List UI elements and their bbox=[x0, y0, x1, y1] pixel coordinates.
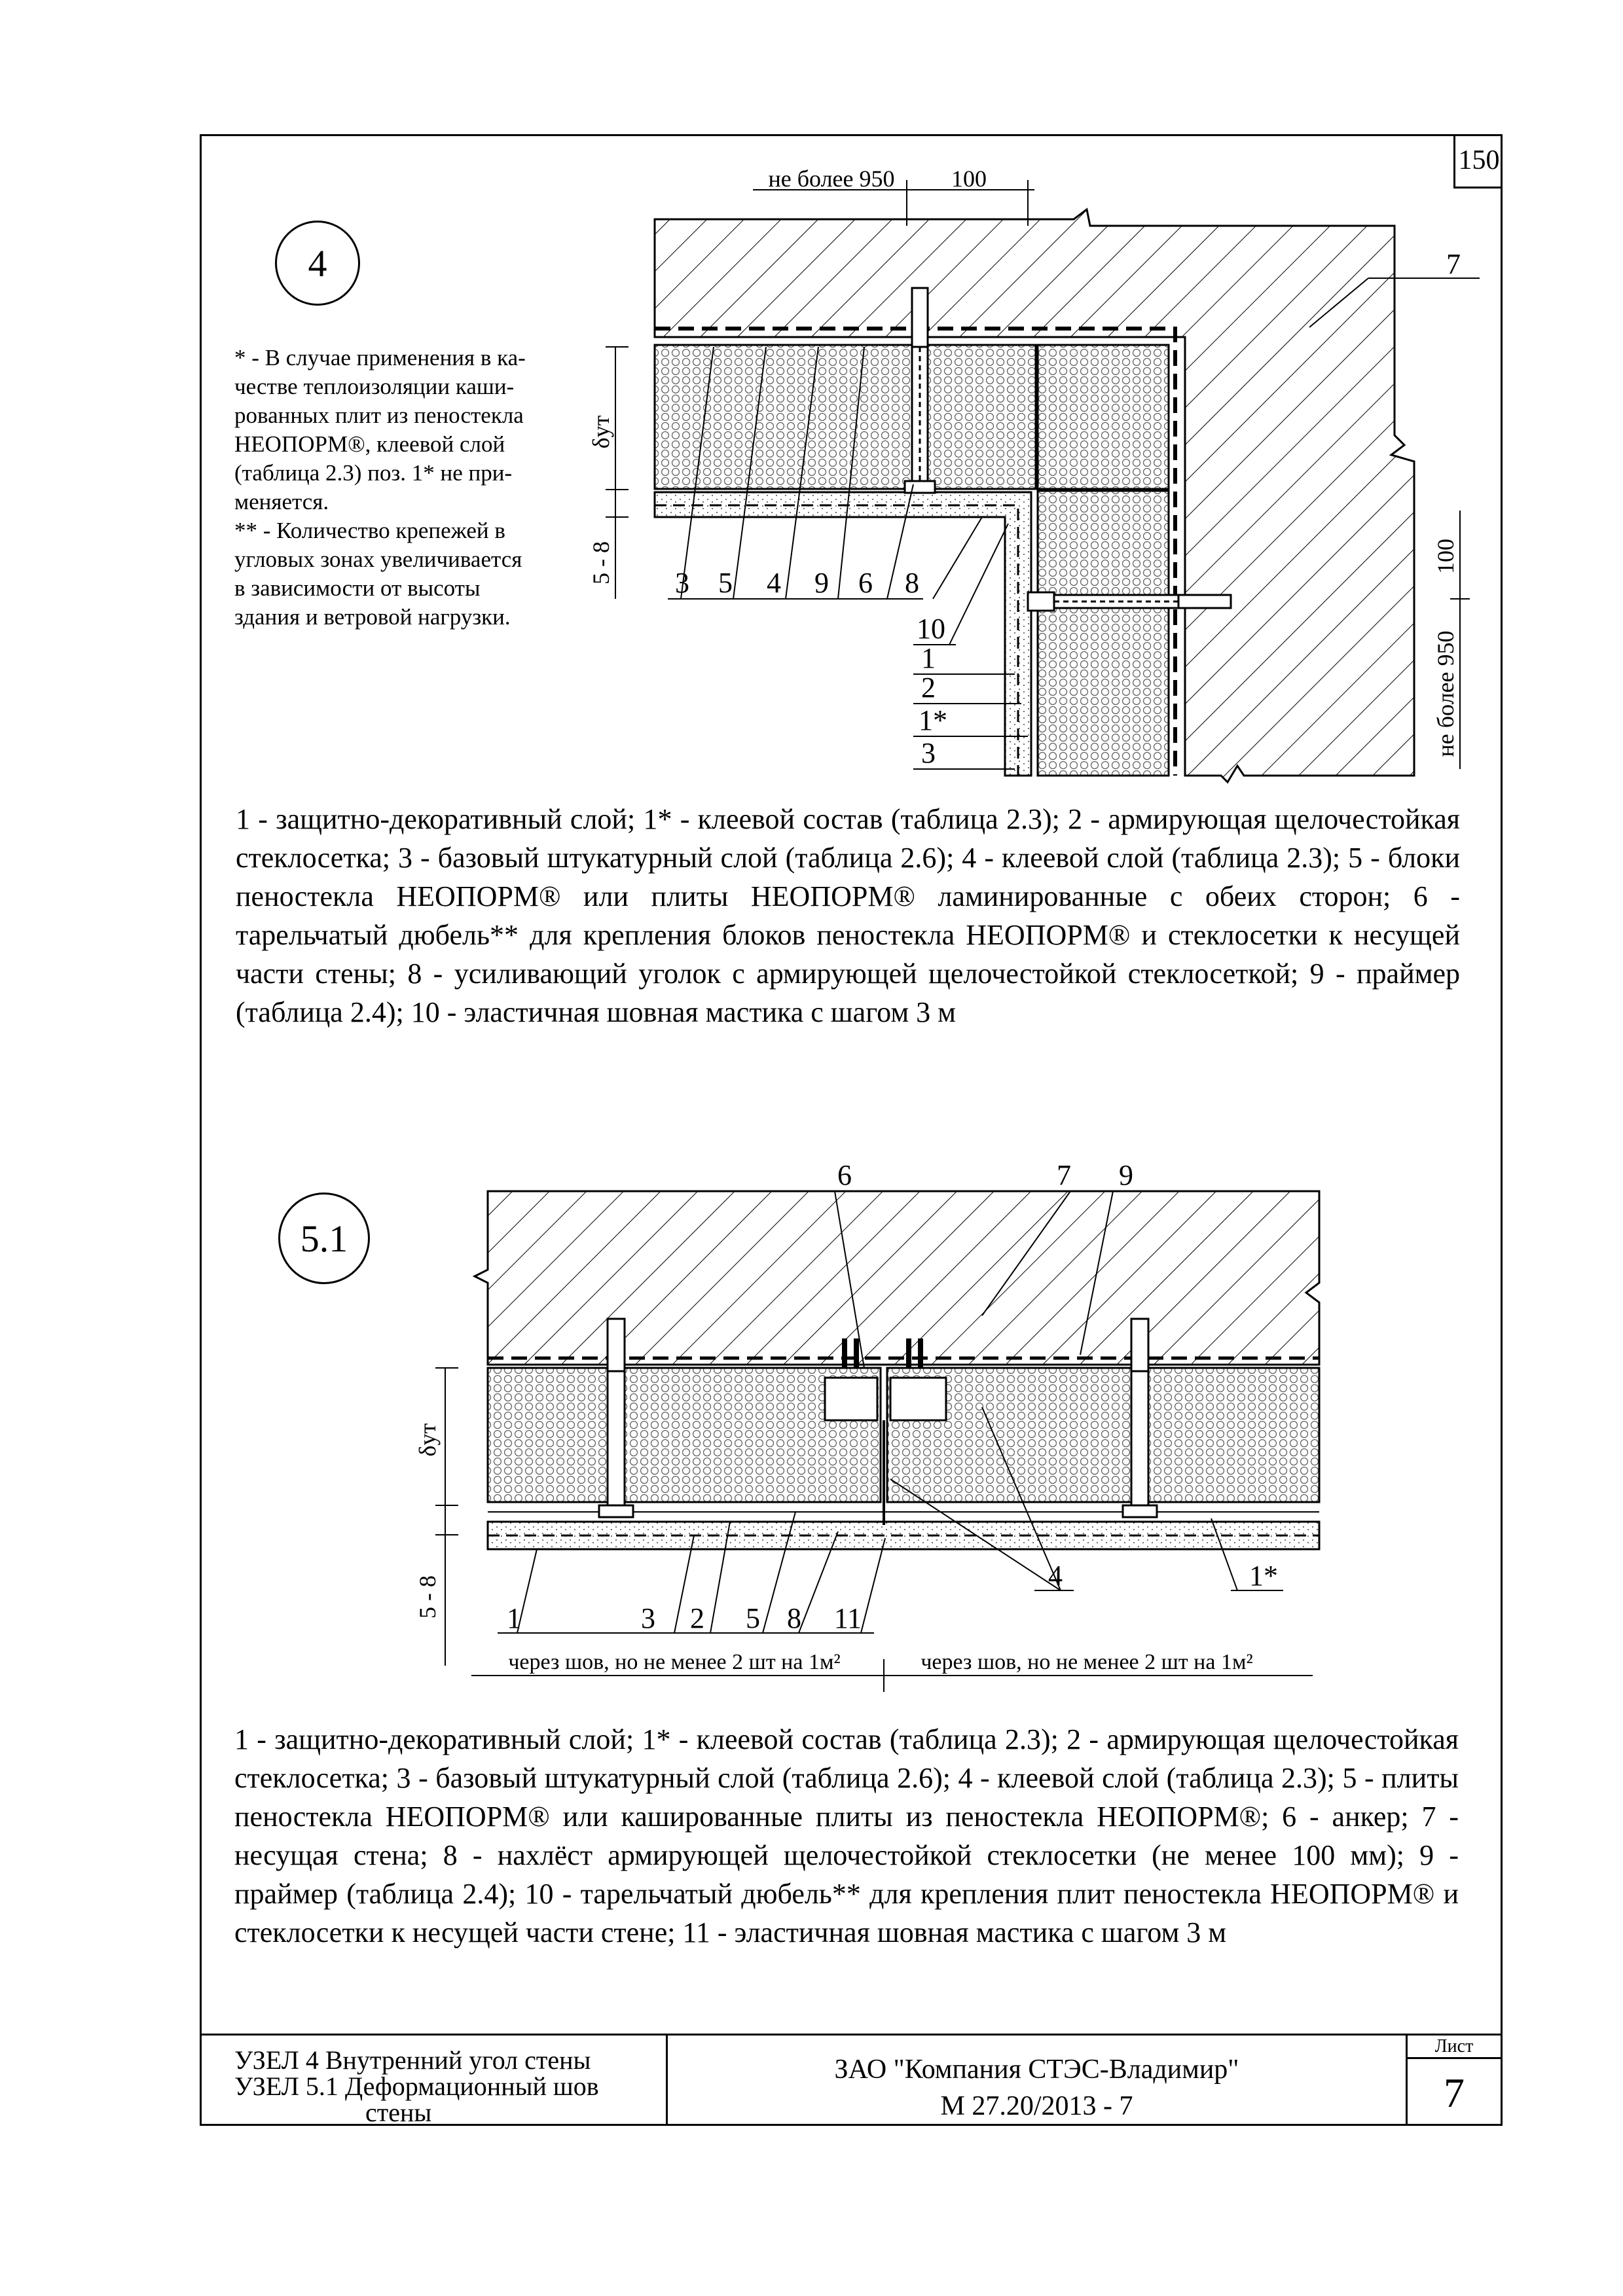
node51-callout: 7 bbox=[1057, 1159, 1071, 1191]
note-line: НЕОПОРМ®, клеевой слой bbox=[234, 431, 505, 457]
node51-dim-bottom-left: через шов, но не менее 2 шт на 1м² bbox=[508, 1650, 841, 1674]
note-line: меняется. bbox=[234, 489, 329, 514]
node4-dim-right-2: не более 950 bbox=[1432, 630, 1459, 757]
title-line-3: стены bbox=[365, 2098, 432, 2127]
node4-insulation-corner bbox=[1038, 345, 1169, 489]
company-name: ЗАО "Компания СТЭС-Владимир" bbox=[834, 2054, 1239, 2085]
node4-callout: 3 bbox=[675, 567, 689, 599]
node4-insulation-side bbox=[1038, 491, 1169, 776]
node4-callout: 1 bbox=[921, 642, 936, 674]
title-block-company bbox=[668, 2036, 1408, 2126]
node51-dim-left-layer: 5 - 8 bbox=[414, 1575, 441, 1619]
node4-dim-top-1: не более 950 bbox=[768, 166, 895, 192]
node4-callout: 3 bbox=[921, 737, 936, 769]
title-line-2: УЗЕЛ 5.1 Деформационный шов bbox=[234, 2072, 599, 2101]
note-line: ** - Количество крепежей в bbox=[234, 518, 505, 543]
node4-callout: 4 bbox=[767, 567, 781, 599]
node51-callout: 6 bbox=[837, 1159, 852, 1191]
note-line: здания и ветровой нагрузки. bbox=[234, 604, 511, 630]
node51-marker: 5.1 bbox=[278, 1193, 370, 1284]
sheet-number: 7 bbox=[1444, 2070, 1465, 2116]
node4-marker: 4 bbox=[275, 221, 360, 306]
node51-callout: 5 bbox=[746, 1602, 760, 1634]
node51-legend: 1 - защитно-декоративный слой; 1* - клеевой состав (таблица 2.3); 2 - армирующая щелочестойкая стеклосетка; 3 - базовый штукатурный слой (таблица 2.6); 4 - клеевой слой (таблица 2.3); 5 - плиты пеностекла НЕОПОРМ® или кашированные плиты из пеностекла НЕОПОРМ®; 6 - анкер; 7 - несущая стена; 8 - нахлёст армирующей щелочестойкой стеклосетки (не менее 100 мм); 9 - праймер (таблица 2.4); 10 - тарельчатый дюбель** для крепления плит пеностекла НЕОПОРМ® и стеклосетки к несущей части стене; 11 - эластичная шовная мастика с шагом 3 м bbox=[234, 1723, 1459, 1948]
note-line: рованных плит из пеностекла bbox=[234, 403, 524, 428]
node4-callout: 6 bbox=[858, 567, 873, 599]
node4-dim-top-2: 100 bbox=[951, 166, 987, 192]
node51-joint-block-left bbox=[825, 1378, 877, 1420]
note-line: (таблица 2.3) поз. 1* не при- bbox=[234, 460, 513, 486]
document-code: М 27.20/2013 - 7 bbox=[940, 2091, 1133, 2121]
node51-dim-bottom-right: через шов, но не менее 2 шт на 1м² bbox=[921, 1650, 1253, 1674]
note-line: * - В случае применения в ка- bbox=[234, 345, 526, 370]
node4-dim-left-layer: 5 - 8 bbox=[588, 541, 614, 584]
node4-callout: 2 bbox=[921, 672, 936, 704]
corner-sheet-number: 150 bbox=[1453, 134, 1503, 188]
node4-callout: 1* bbox=[919, 704, 947, 736]
node51-callout: 9 bbox=[1119, 1159, 1133, 1191]
node51-drawing bbox=[435, 1191, 1319, 1692]
node4-dim-left-thickness: δут bbox=[588, 415, 614, 449]
node51-callout: 3 bbox=[641, 1602, 655, 1634]
node51-dim-left-thickness: δут bbox=[414, 1423, 441, 1457]
node51-insulation-left bbox=[488, 1368, 881, 1502]
node4-callout: 5 bbox=[718, 567, 733, 599]
node4-drawing bbox=[606, 180, 1480, 782]
node51-callout: 11 bbox=[833, 1602, 862, 1634]
node4-render-layer bbox=[655, 492, 1031, 776]
node4-insulation-top bbox=[655, 345, 1036, 489]
node4-dowel-side bbox=[1028, 592, 1231, 611]
node4-dim-right-1: 100 bbox=[1432, 539, 1459, 574]
note-line: честве теплоизоляции каши- bbox=[234, 374, 515, 399]
node51-callout: 1 bbox=[507, 1602, 521, 1634]
node4-mesh-line bbox=[655, 505, 1018, 776]
node51-joint-block-right bbox=[890, 1378, 946, 1420]
node4-legend: 1 - защитно-декоративный слой; 1* - клеевой состав (таблица 2.3); 2 - армирующая щелочестойкая стеклосетка; 3 - базовый штукатурный слой (таблица 2.6); 4 - клеевой слой (таблица 2.3); 5 - блоки пеностекла НЕОПОРМ® или плиты НЕОПОРМ® ламинированные с обеих сторон; 6 - тарельчатый дюбель** для крепления блоков пеностекла НЕОПОРМ® и стеклосетки к несущей части стены; 8 - усиливающий уголок с армирующей щелочестойкой стеклосеткой; 9 - праймер (таблица 2.4); 10 - эластичная шовная мастика с шагом 3 м bbox=[236, 803, 1460, 1028]
node4-callout: 7 bbox=[1446, 248, 1461, 280]
node51-callout: 4 bbox=[1048, 1560, 1063, 1592]
node51-bearing-wall bbox=[475, 1191, 1319, 1365]
node51-callout: 1* bbox=[1249, 1560, 1278, 1592]
title-block-title bbox=[202, 2036, 668, 2126]
node4-callout: 10 bbox=[917, 613, 945, 645]
node51-callout: 8 bbox=[787, 1602, 801, 1634]
note-line: угловых зонах увеличивается bbox=[234, 547, 522, 572]
node51-insulation-right bbox=[887, 1368, 1319, 1502]
node51-callout: 2 bbox=[690, 1602, 704, 1634]
node4-callout: 8 bbox=[905, 567, 919, 599]
sheet-label: Лист bbox=[1408, 2036, 1501, 2059]
title-line-1: УЗЕЛ 4 Внутренний угол стены bbox=[234, 2045, 591, 2075]
note-line: в зависимости от высоты bbox=[234, 575, 481, 601]
node4-callout: 9 bbox=[814, 567, 829, 599]
